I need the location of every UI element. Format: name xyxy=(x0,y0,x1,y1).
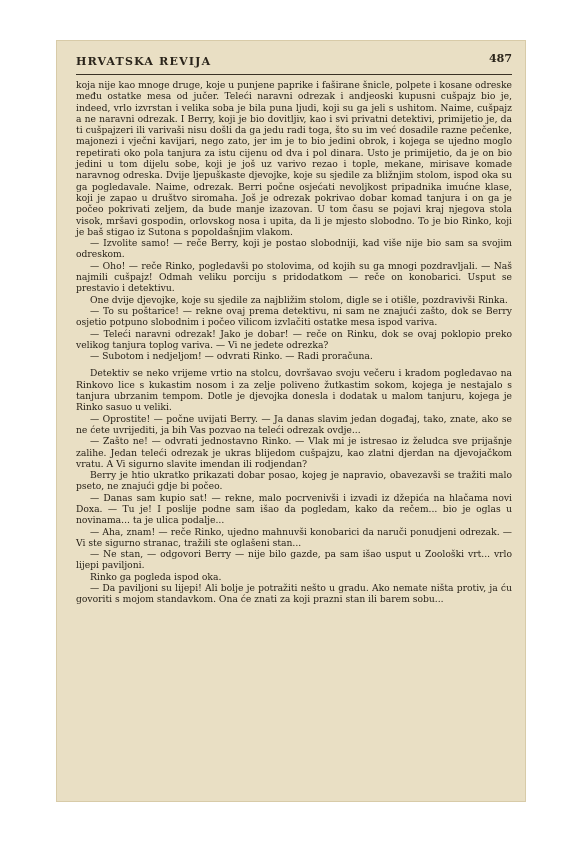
paragraph: One dvije djevojke, koje su sjedile za najbližim stolom, digle se i otišle, pozdravivši Rinka. xyxy=(90,294,508,306)
paragraph: — Aha, znam! — reče Rinko, ujedno mahnuvši konobarici da naruči ponudjeni odrezak. — Vi ste sigurno stranac, tražili ste oglašeni stan... xyxy=(76,526,512,549)
header-rule xyxy=(76,74,512,75)
paragraph: — Zašto ne! — odvrati jednostavno Rinko. — Vlak mi je istresao iz želudca sve prijašnje zalihe. Jedan teleći odrezak je ukras blijedom cušpajzu, kao zlatni djerdan na djevojačkom vratu. A Vi sigurno slavite imendan ili rodjendan? xyxy=(76,436,512,470)
paragraph: — Ne stan, — odgovori Berry — nije bilo gazde, pa sam išao usput u Zoološki vrt... vrlo lijepi paviljoni. xyxy=(76,549,512,572)
running-header xyxy=(76,52,512,72)
paragraph: koja nije kao mnoge druge, koje u punjene paprike i faširane šnicle, polpete i kosane odreske među ostatke mesa od jučer. Teleći naravni odrezak i andjeoski kupusni cušpajz bio je, indeed, vrlo izvrstan i velika soba je bila puna ljudi, koji su ga jeli s ushitom. Naime, cušpajz a ne naravni odrezak. I Berry, koji je bio dovitljiv, kao i svi privatni detektivi, primijetio je, da ti cušpajzeri ili varivaši nisu došli da ga jedu radi toga, što su im već dosadile razne pečenke, majonezi i vječni kavijari, nego zato, jer im je to bio jedini obrok, i kojega se ujedno moglo repetirati oko pola tanjura za istu cijenu od dva i pol dinara. Usto je primijetio, da je on bio jedini u tom dijelu sobe, koji je još uz varivo rezao i tople, mekane, mirisave komade naravnog odreska. Dvije ljepuškaste djevojke, koje su sjedile za bližnjim stolom, ispod oka su ga pogledavale. Naime, odrezak. Berri počne osjećati nevoljkost pripadnika imućne klase, koji je zapao u društvo siromaha. Još je odrezak pokrivao dobar komad tanjura i on ga je počeo pokrivati zeljem, da bude manje izazovan. U tom času se pojavi kraj njegova stola visok, mršavi gospodin, orlovskog nosa i upita, da li je mjesto slobodno. To je bio Rinko, koji je baš stigao iz Sutona s popoldašnjim vlakom. xyxy=(76,80,512,238)
paragraph: Rinko ga pogleda ispod oka. xyxy=(90,571,222,583)
paragraph: — Da paviljoni su lijepi! Ali bolje je potražiti nešto u gradu. Ako nemate ništa protiv, ja ću govoriti s mojom standavkom. Ona će znati za koji prazni stan ili barem sobu... xyxy=(76,583,512,606)
body-text xyxy=(76,80,512,606)
paragraph: — Oprostite! — počne uvijati Berry. — Ja danas slavim jedan događaj, tako, znate, ako se ne ćete uvrijediti, ja bih Vas pozvao na teleći odrezak ovdje... xyxy=(76,413,512,436)
paragraph: — Teleći naravni odrezak! Jako je dobar! — reče on Rinku, dok se ovaj poklopio preko velikog tanjura toplog variva. — Vi ne jedete odrezka? xyxy=(76,328,512,351)
journal-title: HRVATSKA REVIJA xyxy=(76,55,212,68)
paragraph: — Oho! — reče Rinko, pogledavši po stolovima, od kojih su ga mnogi pozdravljali. — Naš najmili cušpajz! Odmah veliku porciju s pridodatkom — reče on konobarici. Usput se prestavio i detektivu. xyxy=(76,260,512,295)
paragraph: Detektiv se neko vrijeme vrtio na stolcu, dovršavao svoju večeru i kradom pogledavao na Rinkovo lice s kukastim nosom i za zelje poliveno žutkastim sokom, kojega je nestajalo s tanjura ubrzanim tempom. Dotle je djevojka donesla i dodatak u malom tanjuru, kojega je Rinko sasuo u veliki. xyxy=(76,368,512,414)
paragraph: — Danas sam kupio sat! — rekne, malo pocrvenivši i izvadi iz džepića na hlačama novi Doxa. — Tu je! I poslije podne sam išao da pogledam, kako da rečem... bio je oglas u novinama... ta je ulica podalje... xyxy=(76,492,512,527)
book-page xyxy=(56,40,526,802)
paragraph: — Subotom i nedjeljom! — odvrati Rinko. — Radi proračuna. xyxy=(90,351,373,363)
paragraph: — Izvolite samo! — reče Berry, koji je postao slobodniji, kad više nije bio sam sa svojim odreskom. xyxy=(76,238,512,261)
page-number: 487 xyxy=(489,52,512,65)
paragraph: Berry je htio ukratko prikazati dobar posao, kojeg je napravio, obavezavši se tražiti malo pseto, ne znajući gdje bi počeo. xyxy=(76,470,512,493)
paragraph: — To su poštarice! — rekne ovaj prema detektivu, ni sam ne znajući zašto, dok se Berry osjetio potpuno slobodnim i počeo vilicom izvlačiti ostatke mesa ispod variva. xyxy=(76,305,512,329)
